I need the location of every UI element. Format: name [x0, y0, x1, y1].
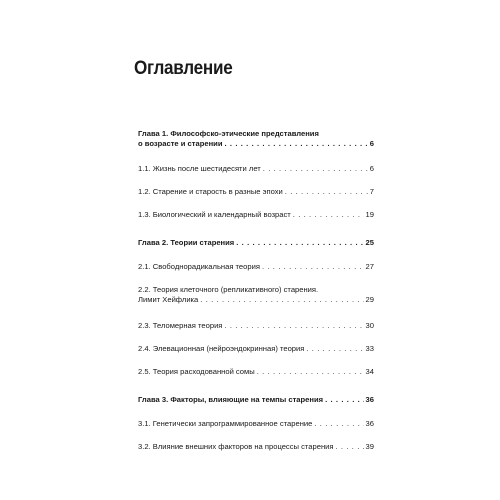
toc-entry-1-1[interactable] [138, 164, 374, 174]
toc-entry-3-2[interactable] [138, 442, 374, 452]
toc-entry-title: 2.5. Теория расходованной сомы [138, 367, 255, 376]
page-title: Оглавление [134, 58, 233, 79]
toc-entry-title: 1.3. Биологический и календарный возраст [138, 210, 291, 219]
toc-entry-chapter-2[interactable] [138, 238, 374, 248]
toc-entry-chapter-1[interactable] [138, 129, 374, 149]
dot-leader [262, 262, 364, 272]
dot-leader [200, 295, 363, 305]
toc-page-number: 36 [365, 395, 374, 404]
toc-page-number: 6 [369, 138, 374, 148]
toc-entry-title: 2.1. Свободнорадикальная теория [138, 262, 260, 271]
toc-entry-title: 1.1. Жизнь после шестидесяти лет [138, 164, 261, 173]
toc-entry-1-3[interactable] [138, 210, 374, 220]
toc-page-number: 36 [365, 419, 374, 428]
toc-entry-title-line1: Глава 1. Философско-этические представления [138, 129, 319, 138]
toc-entry-title: Глава 3. Факторы, влияющие на темпы старения [138, 395, 324, 404]
dot-leader [314, 419, 363, 429]
toc-page-number: 27 [365, 262, 374, 271]
toc-page-number: 19 [365, 210, 374, 219]
toc-entry-chapter-3[interactable] [138, 395, 374, 405]
toc-entry-title: Глава 2. Теории старения [138, 238, 235, 247]
toc-entry-title: о возрасте и старении [138, 138, 223, 148]
toc-entry-1-2[interactable] [138, 187, 374, 197]
toc-page-number: 25 [365, 238, 374, 247]
dot-leader [306, 344, 363, 354]
dot-leader [293, 210, 364, 220]
toc-entry-2-1[interactable] [138, 262, 374, 272]
toc-entry-title: 2.3. Теломерная теория [138, 321, 223, 330]
toc-entry-title: 3.1. Генетически запрограммированное старение [138, 419, 313, 428]
toc-entry-2-5[interactable] [138, 367, 374, 377]
toc-page-number: 7 [369, 187, 374, 196]
toc-entry-2-4[interactable] [138, 344, 374, 354]
dot-leader [257, 367, 364, 377]
dot-leader [236, 238, 363, 248]
toc-entry-title: Лимит Хейфлика [138, 294, 199, 304]
toc-page-number: 39 [365, 442, 374, 451]
toc-entry-title: 3.2. Влияние внешних факторов на процессы старения [138, 442, 334, 451]
toc-page-number: 34 [365, 367, 374, 376]
dot-leader [285, 187, 368, 197]
toc-page-number: 33 [365, 344, 374, 353]
dot-leader [336, 442, 364, 452]
toc-entry-title: 2.4. Элевационная (нейроэндокринная) теория [138, 344, 305, 353]
toc-page-number: 29 [365, 294, 374, 304]
dot-leader [224, 321, 363, 331]
dot-leader [225, 139, 368, 149]
toc-entry-title: 1.2. Старение и старость в разные эпохи [138, 187, 283, 196]
dot-leader [325, 395, 363, 405]
toc-entry-2-3[interactable] [138, 321, 374, 331]
toc-entry-title-line1: 2.2. Теория клеточного (репликативного) старения. [138, 285, 319, 294]
toc-entry-2-2[interactable] [138, 285, 374, 305]
toc-page-number: 6 [369, 164, 374, 173]
toc-entry-3-1[interactable] [138, 419, 374, 429]
toc-page-number: 30 [365, 321, 374, 330]
dot-leader [263, 164, 368, 174]
